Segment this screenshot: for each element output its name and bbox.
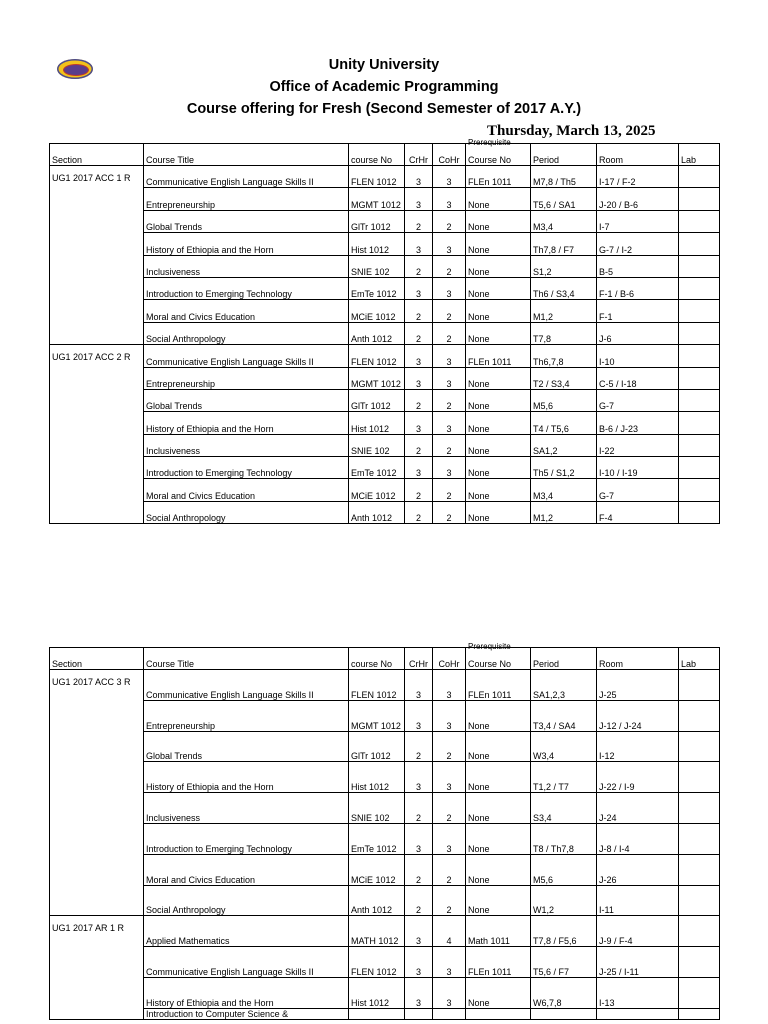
crhr-cell: 3 <box>405 823 433 854</box>
crhr-cell: 3 <box>405 700 433 731</box>
course-no-cell: EmTe 1012 <box>349 823 405 854</box>
section-cell: UG1 2017 ACC 2 R <box>50 345 144 524</box>
prerequisite-cell: None <box>466 479 531 501</box>
room-cell: J-12 / J-24 <box>597 700 679 731</box>
cohr-cell: 2 <box>433 210 466 232</box>
course-no-cell: GlTr 1012 <box>349 389 405 411</box>
cohr-cell: 3 <box>433 188 466 210</box>
lab-cell <box>679 479 720 501</box>
crhr-cell: 3 <box>405 670 433 701</box>
crhr-cell: 2 <box>405 731 433 762</box>
period-cell: S1,2 <box>531 255 597 277</box>
table-row <box>50 434 720 456</box>
period-cell: T4 / T5,6 <box>531 412 597 434</box>
col-prerequisite-top: Prerequisite <box>468 138 511 147</box>
cohr-cell: 2 <box>433 434 466 456</box>
course-no-cell: MCiE 1012 <box>349 479 405 501</box>
lab-cell <box>679 731 720 762</box>
col-room: Room <box>597 144 679 166</box>
course-title-cell: Entrepreneurship <box>144 367 349 389</box>
prerequisite-cell: None <box>466 322 531 344</box>
course-title-cell: Moral and Civics Education <box>144 300 349 322</box>
period-cell: Th5 / S1,2 <box>531 457 597 479</box>
cohr-cell: 2 <box>433 854 466 885</box>
course-no-cell: MGMT 1012 <box>349 188 405 210</box>
course-table-2 <box>49 642 720 1020</box>
lab-cell <box>679 501 720 523</box>
cohr-cell: 3 <box>433 700 466 731</box>
table-row <box>50 233 720 255</box>
table-row <box>50 412 720 434</box>
col-section: Section <box>50 648 144 670</box>
lab-cell <box>679 367 720 389</box>
course-title-cell: Entrepreneurship <box>144 188 349 210</box>
course-no-cell: Anth 1012 <box>349 501 405 523</box>
room-cell: F-1 <box>597 300 679 322</box>
room-cell <box>597 1008 679 1019</box>
course-no-cell: GlTr 1012 <box>349 731 405 762</box>
col-prerequisite-bottom: Course No <box>468 659 512 669</box>
room-cell: I-22 <box>597 434 679 456</box>
course-no-cell: MGMT 1012 <box>349 700 405 731</box>
room-cell: F-1 / B-6 <box>597 277 679 299</box>
course-no-cell: FLEN 1012 <box>349 947 405 978</box>
room-cell: J-22 / I-9 <box>597 762 679 793</box>
course-title-cell: Global Trends <box>144 731 349 762</box>
prerequisite-cell: None <box>466 255 531 277</box>
room-cell: G-7 <box>597 479 679 501</box>
prerequisite-cell: None <box>466 885 531 916</box>
crhr-cell: 3 <box>405 233 433 255</box>
col-section: Section <box>50 144 144 166</box>
room-cell: I-12 <box>597 731 679 762</box>
lab-cell <box>679 277 720 299</box>
crhr-cell: 2 <box>405 479 433 501</box>
table-row <box>50 977 720 1008</box>
prerequisite-cell: None <box>466 501 531 523</box>
cohr-cell: 3 <box>433 367 466 389</box>
period-cell: T2 / S3,4 <box>531 367 597 389</box>
cohr-cell: 2 <box>433 731 466 762</box>
university-name: Unity University <box>328 57 440 73</box>
period-cell: W3,4 <box>531 731 597 762</box>
room-cell: J-9 / F-4 <box>597 916 679 947</box>
table-row <box>50 166 720 188</box>
col-prerequisite <box>466 642 531 670</box>
course-title-cell: Applied Mathematics <box>144 916 349 947</box>
col-course-title: Course Title <box>144 648 349 670</box>
period-cell: Th7,8 / F7 <box>531 233 597 255</box>
document-date: Thursday, March 13, 2025 <box>487 123 656 139</box>
cohr-cell: 2 <box>433 322 466 344</box>
cohr-cell: 3 <box>433 670 466 701</box>
lab-cell <box>679 823 720 854</box>
crhr-cell: 2 <box>405 854 433 885</box>
course-title-cell: Introduction to Emerging Technology <box>144 457 349 479</box>
course-title-cell: Introduction to Computer Science & <box>144 1008 349 1019</box>
period-cell: W6,7,8 <box>531 977 597 1008</box>
document-subtitle: Course offering for Fresh (Second Semester of 2017 A.Y.) <box>186 101 582 117</box>
cohr-cell: 3 <box>433 947 466 978</box>
course-no-cell: MATH 1012 <box>349 916 405 947</box>
period-cell: M3,4 <box>531 210 597 232</box>
lab-cell <box>679 916 720 947</box>
course-no-cell: FLEN 1012 <box>349 166 405 188</box>
prerequisite-cell: None <box>466 762 531 793</box>
course-no-cell: Anth 1012 <box>349 322 405 344</box>
period-cell: Th6 / S3,4 <box>531 277 597 299</box>
table-row <box>50 670 720 701</box>
prerequisite-cell: None <box>466 731 531 762</box>
section-cell: UG1 2017 ACC 3 R <box>50 670 144 916</box>
prerequisite-cell: None <box>466 300 531 322</box>
crhr-cell: 2 <box>405 389 433 411</box>
course-title-cell: Communicative English Language Skills II <box>144 670 349 701</box>
cohr-cell: 3 <box>433 166 466 188</box>
prerequisite-cell: FLEn 1011 <box>466 166 531 188</box>
course-title-cell: Communicative English Language Skills II <box>144 345 349 367</box>
cohr-cell: 3 <box>433 345 466 367</box>
period-cell: T3,4 / SA4 <box>531 700 597 731</box>
prerequisite-cell: None <box>466 233 531 255</box>
prerequisite-cell: Math 1011 <box>466 916 531 947</box>
header-row <box>50 648 720 670</box>
lab-cell <box>679 166 720 188</box>
lab-cell <box>679 977 720 1008</box>
cohr-cell: 4 <box>433 916 466 947</box>
lab-cell <box>679 670 720 701</box>
col-course-title: Course Title <box>144 144 349 166</box>
table-row <box>50 277 720 299</box>
course-no-cell: Hist 1012 <box>349 233 405 255</box>
cohr-cell: 3 <box>433 277 466 299</box>
prerequisite-cell: None <box>466 700 531 731</box>
room-cell: I-11 <box>597 885 679 916</box>
table-row <box>50 300 720 322</box>
course-title-cell: Inclusiveness <box>144 793 349 824</box>
course-title-cell: History of Ethiopia and the Horn <box>144 977 349 1008</box>
section-cell: UG1 2017 ACC 1 R <box>50 166 144 345</box>
period-cell: M7,8 / Th5 <box>531 166 597 188</box>
period-cell: T1,2 / T7 <box>531 762 597 793</box>
prerequisite-cell: None <box>466 367 531 389</box>
table-row <box>50 1008 720 1019</box>
table-row <box>50 389 720 411</box>
course-no-cell: Hist 1012 <box>349 977 405 1008</box>
prerequisite-cell: FLEn 1011 <box>466 670 531 701</box>
room-cell: B-6 / J-23 <box>597 412 679 434</box>
room-cell: J-6 <box>597 322 679 344</box>
col-course-no: course No <box>349 648 405 670</box>
prerequisite-cell: None <box>466 389 531 411</box>
crhr-cell: 3 <box>405 916 433 947</box>
period-cell: T5,6 / F7 <box>531 947 597 978</box>
section-cell: UG1 2017 AR 1 R <box>50 916 144 1019</box>
prerequisite-cell: None <box>466 210 531 232</box>
lab-cell <box>679 434 720 456</box>
table-row <box>50 947 720 978</box>
room-cell: J-25 / I-11 <box>597 947 679 978</box>
course-no-cell: GlTr 1012 <box>349 210 405 232</box>
col-prerequisite-top: Prerequisite <box>468 642 511 651</box>
room-cell: I-10 / I-19 <box>597 457 679 479</box>
period-cell: S3,4 <box>531 793 597 824</box>
table-row <box>50 457 720 479</box>
lab-cell <box>679 854 720 885</box>
col-period: Period <box>531 144 597 166</box>
cohr-cell: 3 <box>433 762 466 793</box>
lab-cell <box>679 210 720 232</box>
prerequisite-cell: None <box>466 434 531 456</box>
lab-cell <box>679 300 720 322</box>
lab-cell <box>679 389 720 411</box>
col-cohr: CoHr <box>433 648 466 670</box>
period-cell: T8 / Th7,8 <box>531 823 597 854</box>
cohr-cell <box>433 1008 466 1019</box>
lab-cell <box>679 412 720 434</box>
room-cell: J-25 <box>597 670 679 701</box>
prerequisite-cell: None <box>466 188 531 210</box>
cohr-cell: 3 <box>433 412 466 434</box>
course-no-cell: Hist 1012 <box>349 412 405 434</box>
room-cell: I-10 <box>597 345 679 367</box>
course-title-cell: Communicative English Language Skills II <box>144 947 349 978</box>
lab-cell <box>679 233 720 255</box>
col-room: Room <box>597 648 679 670</box>
period-cell <box>531 1008 597 1019</box>
office-name: Office of Academic Programming <box>269 79 499 95</box>
table-row <box>50 916 720 947</box>
lab-cell <box>679 793 720 824</box>
crhr-cell: 3 <box>405 166 433 188</box>
cohr-cell: 2 <box>433 793 466 824</box>
table-row <box>50 731 720 762</box>
course-title-cell: Moral and Civics Education <box>144 854 349 885</box>
course-title-cell: Social Anthropology <box>144 322 349 344</box>
cohr-cell: 2 <box>433 479 466 501</box>
table-row <box>50 700 720 731</box>
lab-cell <box>679 947 720 978</box>
col-cohr: CoHr <box>433 144 466 166</box>
course-table-1 <box>49 138 720 524</box>
cohr-cell: 3 <box>433 457 466 479</box>
course-title-cell: Entrepreneurship <box>144 700 349 731</box>
cohr-cell: 3 <box>433 977 466 1008</box>
crhr-cell: 2 <box>405 434 433 456</box>
col-lab: Lab <box>679 648 720 670</box>
table-row <box>50 762 720 793</box>
period-cell: SA1,2,3 <box>531 670 597 701</box>
lab-cell <box>679 188 720 210</box>
course-no-cell: Anth 1012 <box>349 885 405 916</box>
prerequisite-cell: None <box>466 793 531 824</box>
course-title-cell: Inclusiveness <box>144 255 349 277</box>
col-course-no: course No <box>349 144 405 166</box>
crhr-cell: 3 <box>405 977 433 1008</box>
course-no-cell: MGMT 1012 <box>349 367 405 389</box>
crhr-cell: 3 <box>405 412 433 434</box>
col-prerequisite-bottom: Course No <box>468 155 512 165</box>
prerequisite-cell: None <box>466 277 531 299</box>
room-cell: I-7 <box>597 210 679 232</box>
lab-cell <box>679 1008 720 1019</box>
room-cell: J-20 / B-6 <box>597 188 679 210</box>
room-cell: J-24 <box>597 793 679 824</box>
period-cell: M5,6 <box>531 389 597 411</box>
period-cell: SA1,2 <box>531 434 597 456</box>
course-no-cell: SNIE 102 <box>349 255 405 277</box>
col-lab: Lab <box>679 144 720 166</box>
period-cell: M1,2 <box>531 501 597 523</box>
course-no-cell: EmTe 1012 <box>349 277 405 299</box>
table-row <box>50 210 720 232</box>
course-no-cell: Hist 1012 <box>349 762 405 793</box>
period-cell: M5,6 <box>531 854 597 885</box>
course-title-cell: Moral and Civics Education <box>144 479 349 501</box>
crhr-cell: 3 <box>405 345 433 367</box>
crhr-cell: 3 <box>405 762 433 793</box>
crhr-cell: 2 <box>405 300 433 322</box>
course-no-cell: SNIE 102 <box>349 434 405 456</box>
room-cell: I-13 <box>597 977 679 1008</box>
col-crhr: CrHr <box>405 144 433 166</box>
cohr-cell: 2 <box>433 501 466 523</box>
period-cell: T5,6 / SA1 <box>531 188 597 210</box>
course-no-cell: MCiE 1012 <box>349 854 405 885</box>
room-cell: G-7 <box>597 389 679 411</box>
cohr-cell: 3 <box>433 823 466 854</box>
col-crhr: CrHr <box>405 648 433 670</box>
course-no-cell <box>349 1008 405 1019</box>
course-title-cell: History of Ethiopia and the Horn <box>144 412 349 434</box>
prerequisite-cell: None <box>466 823 531 854</box>
crhr-cell: 3 <box>405 188 433 210</box>
lab-cell <box>679 885 720 916</box>
course-title-cell: Introduction to Emerging Technology <box>144 823 349 854</box>
room-cell: J-26 <box>597 854 679 885</box>
table-row <box>50 188 720 210</box>
course-title-cell: Social Anthropology <box>144 885 349 916</box>
crhr-cell: 2 <box>405 255 433 277</box>
crhr-cell: 3 <box>405 277 433 299</box>
table-row <box>50 322 720 344</box>
crhr-cell: 2 <box>405 501 433 523</box>
header-row <box>50 144 720 166</box>
cohr-cell: 3 <box>433 233 466 255</box>
period-cell: T7,8 <box>531 322 597 344</box>
col-prerequisite <box>466 138 531 166</box>
room-cell: F-4 <box>597 501 679 523</box>
prerequisite-cell: None <box>466 977 531 1008</box>
prerequisite-cell <box>466 1008 531 1019</box>
course-no-cell: FLEN 1012 <box>349 345 405 367</box>
crhr-cell: 2 <box>405 322 433 344</box>
table-row <box>50 345 720 367</box>
course-title-cell: History of Ethiopia and the Horn <box>144 762 349 793</box>
period-cell: M3,4 <box>531 479 597 501</box>
cohr-cell: 2 <box>433 255 466 277</box>
period-cell: Th6,7,8 <box>531 345 597 367</box>
course-title-cell: Inclusiveness <box>144 434 349 456</box>
period-cell: M1,2 <box>531 300 597 322</box>
room-cell: B-5 <box>597 255 679 277</box>
course-title-cell: Social Anthropology <box>144 501 349 523</box>
course-no-cell: SNIE 102 <box>349 793 405 824</box>
cohr-cell: 2 <box>433 389 466 411</box>
lab-cell <box>679 322 720 344</box>
period-cell: W1,2 <box>531 885 597 916</box>
prerequisite-cell: None <box>466 457 531 479</box>
lab-cell <box>679 762 720 793</box>
course-title-cell: History of Ethiopia and the Horn <box>144 233 349 255</box>
course-title-cell: Global Trends <box>144 389 349 411</box>
lab-cell <box>679 457 720 479</box>
col-period: Period <box>531 648 597 670</box>
crhr-cell: 2 <box>405 210 433 232</box>
course-title-cell: Communicative English Language Skills II <box>144 166 349 188</box>
lab-cell <box>679 255 720 277</box>
prerequisite-cell: None <box>466 854 531 885</box>
course-title-cell: Global Trends <box>144 210 349 232</box>
cohr-cell: 2 <box>433 300 466 322</box>
crhr-cell: 3 <box>405 367 433 389</box>
prerequisite-cell: FLEn 1011 <box>466 345 531 367</box>
course-title-cell: Introduction to Emerging Technology <box>144 277 349 299</box>
prerequisite-cell: FLEn 1011 <box>466 947 531 978</box>
table-row <box>50 255 720 277</box>
cohr-cell: 2 <box>433 885 466 916</box>
room-cell: J-8 / I-4 <box>597 823 679 854</box>
table-row <box>50 885 720 916</box>
table-row <box>50 793 720 824</box>
table-row <box>50 854 720 885</box>
crhr-cell: 3 <box>405 947 433 978</box>
course-no-cell: FLEN 1012 <box>349 670 405 701</box>
crhr-cell <box>405 1008 433 1019</box>
prerequisite-cell: None <box>466 412 531 434</box>
lab-cell <box>679 345 720 367</box>
lab-cell <box>679 700 720 731</box>
table-row <box>50 367 720 389</box>
crhr-cell: 3 <box>405 457 433 479</box>
course-no-cell: EmTe 1012 <box>349 457 405 479</box>
room-cell: G-7 / I-2 <box>597 233 679 255</box>
crhr-cell: 2 <box>405 885 433 916</box>
period-cell: T7,8 / F5,6 <box>531 916 597 947</box>
room-cell: C-5 / I-18 <box>597 367 679 389</box>
table-row <box>50 501 720 523</box>
room-cell: I-17 / F-2 <box>597 166 679 188</box>
course-no-cell: MCiE 1012 <box>349 300 405 322</box>
table-row <box>50 823 720 854</box>
crhr-cell: 2 <box>405 793 433 824</box>
table-row <box>50 479 720 501</box>
